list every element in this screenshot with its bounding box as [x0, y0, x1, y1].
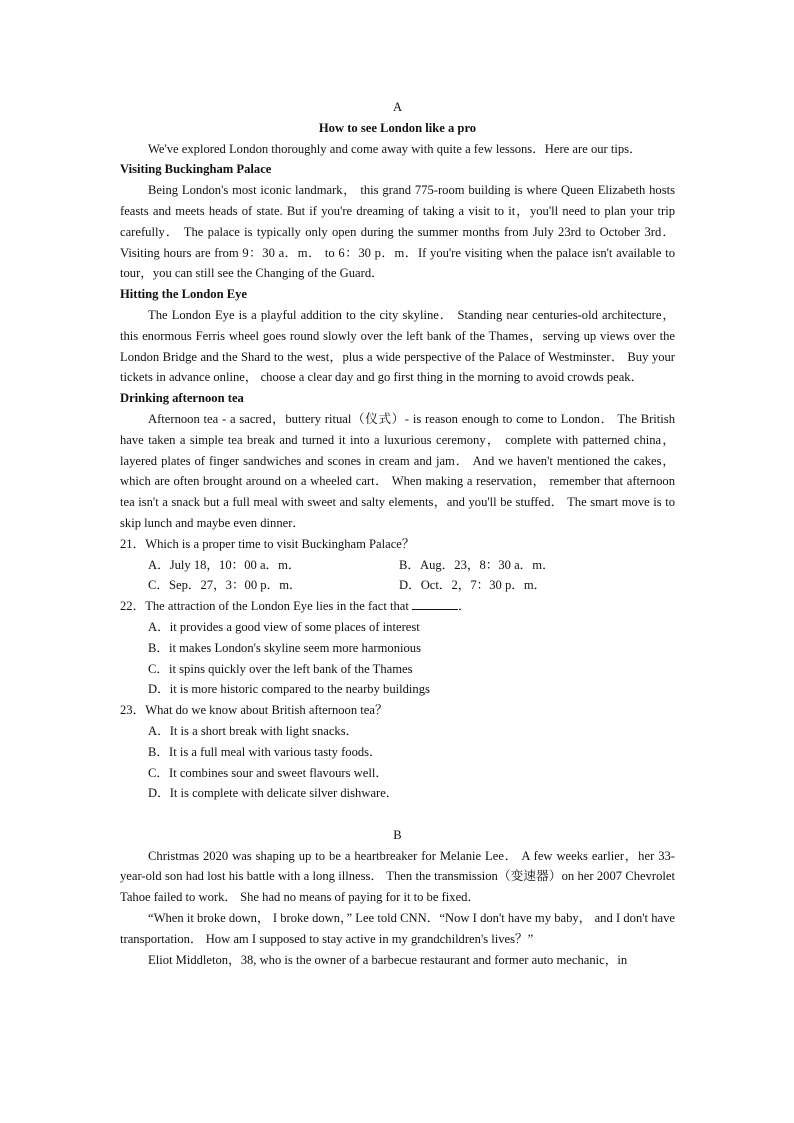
option-a: A．It is a short break with light snacks． [148, 723, 359, 738]
section-b-letter: B [393, 827, 402, 842]
paragraph-b-3: Eliot Middleton，38, who is the owner of a barbecue restaurant and former auto mechanic，in [148, 952, 628, 967]
paragraph-b-1: Christmas 2020 was shaping up to be a heartbreaker for Melanie Lee． A few weeks earlier，her 33-year-old son had lost his battle with a long illness． Then the transmission（变速器）on her 2007 Chevrolet Tahoe failed to work． She had no means of paying for it to be fixed． [120, 848, 675, 905]
paragraph-afternoon-tea: Afternoon tea - a sacred，buttery ritual（仪式）- is reason enough to come to London． The British have taken a simple tea break and turned it into a luxurious ceremony， complete with patterned china， layered plates of finger sandwiches and scones in cream and jam． And we haven't mentioned the cakes，which are often brought around on a wheeled cart． When making a reservation， remember that afternoon tea isn't a snack but a full meal with sweet and salty elements，and you'll be stuffed． The smart move is to skip lunch and maybe even dinner． [120, 411, 675, 530]
option-b: B．it makes London's skyline seem more harmonious [148, 640, 421, 655]
question-number: 21． [120, 536, 146, 551]
option-d: D．it is more historic compared to the nearby buildings [148, 682, 430, 697]
option-d: D．It is complete with delicate silver dishware． [148, 786, 399, 801]
option-a: A．it provides a good view of some places of interest [148, 619, 420, 634]
heading-afternoon-tea: Drinking afternoon tea [120, 391, 244, 406]
answer-blank [412, 596, 458, 610]
exam-page [120, 97, 675, 970]
option-b: B．Aug．23，8：30 a．m． [399, 557, 555, 572]
question-number: 23． [120, 703, 146, 718]
option-a: A．July 18，10：00 a．m． [148, 557, 301, 572]
option-row [148, 575, 675, 596]
option-d: D．Oct．2，7：30 p．m． [399, 578, 547, 593]
intro-paragraph: We've explored London thoroughly and come away with quite a few lessons．Here are our tips． [148, 141, 642, 156]
option-c: C．Sep．27，3：00 p．m． [148, 578, 302, 593]
passage-title: How to see London like a pro [318, 120, 477, 135]
paragraph-b-2: “When it broke down， I broke down，” Lee told CNN．“Now I don't have my baby， and I don't have transportation． How am I supposed to stay active in my grandchildren's lives？” [120, 911, 675, 946]
paragraph-buckingham-palace: Being London's most iconic landmark， this grand 775-room building is where Queen Elizabeth hosts feasts and meets heads of state. But if you're dreaming of taking a visit to it，you'll need to plan your trip carefully． The palace is typically only open during the summer months from July 23rd to October 3rd． Visiting hours are from 9：30 a．m． to 6：30 p．m．If you're visiting when the palace isn't available to tour，you can still see the Changing of the Guard． [120, 183, 675, 281]
question-stem: Which is a proper time to visit Buckingham Palace？ [145, 536, 415, 551]
question-number: 22． [120, 599, 146, 614]
question-stem-end: ． [458, 599, 471, 614]
option-c: C．it spins quickly over the left bank of the Thames [148, 661, 413, 676]
question-stem: The attraction of the London Eye lies in the fact that [145, 599, 409, 614]
heading-buckingham-palace: Visiting Buckingham Palace [120, 162, 272, 177]
option-row [148, 555, 675, 576]
option-c: C．It combines sour and sweet flavours well． [148, 765, 388, 780]
section-gap [120, 804, 675, 825]
question-22 [120, 596, 675, 617]
option-b: B．It is a full meal with various tasty foods． [148, 744, 382, 759]
paragraph-london-eye: The London Eye is a playful addition to the city skyline． Standing near centuries-old architecture，this enormous Ferris wheel goes round slowly over the left bank of the Thames，serving up views over the London Bridge and the Shard to the west，plus a wide perspective of the Palace of Westminster． Buy your tickets in advance online， choose a clear day and go first thing in the morning to avoid crowds peak． [120, 307, 675, 385]
question-23 [120, 700, 675, 721]
heading-london-eye: Hitting the London Eye [120, 287, 248, 302]
question-stem: What do we know about British afternoon tea？ [145, 703, 388, 718]
section-a-letter: A [392, 100, 403, 114]
question-21 [120, 534, 675, 555]
